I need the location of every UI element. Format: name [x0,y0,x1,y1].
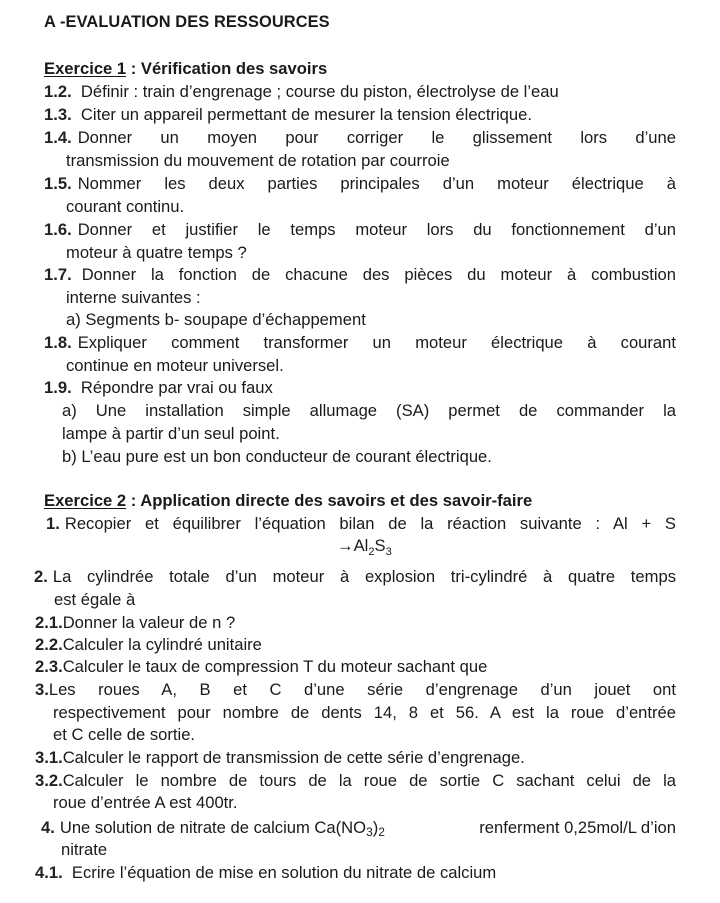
question-2-4-continuation: nitrate [61,840,108,859]
question-2-1-equation [46,513,676,536]
question-1-4 [44,127,676,150]
text-before-formula: Une solution de nitrate de calcium Ca(NO [59,818,367,837]
question-2-2 [34,566,676,589]
exercise-2-title: Application directe des savoirs et des savoir-faire [140,491,533,510]
question-text: Donner et justifier le temps moteur lors du fonctionnement d’un [77,220,676,239]
question-text: Donner la valeur de n ? [62,613,236,632]
question-number: 1.5. [44,174,72,193]
question-text: Nommer les deux parties principales d’un moteur électrique à [77,174,676,193]
question-1-9-a-continuation: lampe à partir d’un seul point. [62,424,280,443]
question-text-formula [60,817,385,840]
question-1-8 [44,332,676,355]
question-1-6 [44,219,676,242]
question-number: 1.8. [44,333,72,352]
question-1-6-continuation: moteur à quatre temps ? [66,243,247,262]
question-2-2-1 [35,612,235,635]
question-1-5 [44,173,676,196]
question-number: 3. [35,680,49,699]
question-text: Répondre par vrai ou faux [80,378,273,397]
question-number: 2.1. [35,613,63,632]
question-1-4-continuation: transmission du mouvement de rotation par courroie [66,151,450,170]
question-2-3-continuation: respectivement pour nombre de dents 14, 8 et 56. A est la roue d’entrée [53,703,676,722]
product-s: S [374,536,386,555]
question-1-2 [44,81,559,104]
question-2-3-2 [35,770,676,793]
question-text: Recopier et équilibrer l’équation bilan de la réaction suivante : Al + S [64,514,676,533]
question-number: 1.4. [44,128,72,147]
question-number: 3.1. [35,748,63,767]
question-number: 2.2. [35,635,63,654]
question-text: La cylindrée totale d’un moteur à explosion tri-cylindré à quatre temps [52,567,676,586]
question-1-9-b: b) L’eau pure est un bon conducteur de courant électrique. [62,447,492,466]
question-2-2-2 [35,634,262,657]
question-1-7-parts: a) Segments b- soupape d’échappement [66,310,366,329]
question-text: Calculer le rapport de transmission de cette série d’engrenage. [62,748,525,767]
exercise-1-separator: : [126,59,141,78]
question-1-9-a: a) Une installation simple allumage (SA) permet de commander la [62,401,676,420]
text-after-formula: renferment 0,25mol/L d’ion [474,818,676,837]
question-1-7-continuation: interne suivantes : [66,288,201,307]
question-1-5-continuation: courant continu. [66,197,185,216]
question-text: Les roues A, B et C d’une série d’engrenage d’un jouet ont [48,680,676,699]
chemical-equation-product [337,535,392,558]
question-text: Citer un appareil permettant de mesurer la tension électrique. [80,105,532,124]
question-text: Définir : train d’engrenage ; course du piston, électrolyse de l’eau [80,82,559,101]
arrow-product-al: →Al [337,536,369,555]
question-2-2-continuation: est égale à [54,590,136,609]
question-number: 1.7. [44,265,72,284]
question-number: 1.9. [44,378,72,397]
exercise-1-label: Exercice 1 [44,59,127,78]
question-text: Calculer la cylindré unitaire [62,635,262,654]
question-text: Calculer le taux de compression T du moteur sachant que [62,657,488,676]
question-number: 1.3. [44,105,72,124]
subscript-2: 2 [378,825,385,839]
question-text: Calculer le nombre de tours de la roue de sortie C sachant celui de la [62,771,676,790]
question-text: Ecrire l’équation de mise en solution du nitrate de calcium [71,863,497,882]
exercise-1-title: Vérification des savoirs [140,59,328,78]
question-1-3 [44,104,532,127]
question-text: Donner la fonction de chacune des pièces du moteur à combustion [81,265,676,284]
question-number: 1. [46,514,60,533]
section-title: A -EVALUATION DES RESSOURCES [44,13,330,31]
question-number: 2. [34,567,48,586]
question-text: Donner un moyen pour corriger le glissement lors d’une [77,128,676,147]
exercise-1-heading [44,58,327,81]
question-number: 1.2. [44,82,72,101]
question-number: 2.3. [35,657,63,676]
question-number: 1.6. [44,220,72,239]
exercise-2-label: Exercice 2 [44,491,127,510]
question-2-3-continuation-2: et C celle de sortie. [53,725,196,744]
question-2-4 [41,817,676,840]
question-1-9 [44,377,273,400]
exercise-2-separator: : [126,491,141,510]
exercise-2-heading [44,490,532,513]
closing-paren: ) [372,818,379,837]
question-2-2-3 [35,656,487,679]
question-2-4-1 [35,862,496,885]
question-number: 3.2. [35,771,63,790]
question-1-7 [44,264,676,287]
question-text: Expliquer comment transformer un moteur électrique à courant [77,333,676,352]
question-1-8-continuation: continue en moteur universel. [66,356,284,375]
question-number: 4.1. [35,863,63,882]
question-2-3-1 [35,747,525,770]
question-number: 4. [41,818,55,837]
question-2-3 [35,679,676,702]
subscript-3: 3 [366,825,373,839]
question-2-3-2-continuation: roue d’entrée A est 400tr. [53,793,238,812]
subscript-3: 3 [385,546,392,558]
question-text [60,817,676,840]
subscript-2: 2 [368,546,375,558]
